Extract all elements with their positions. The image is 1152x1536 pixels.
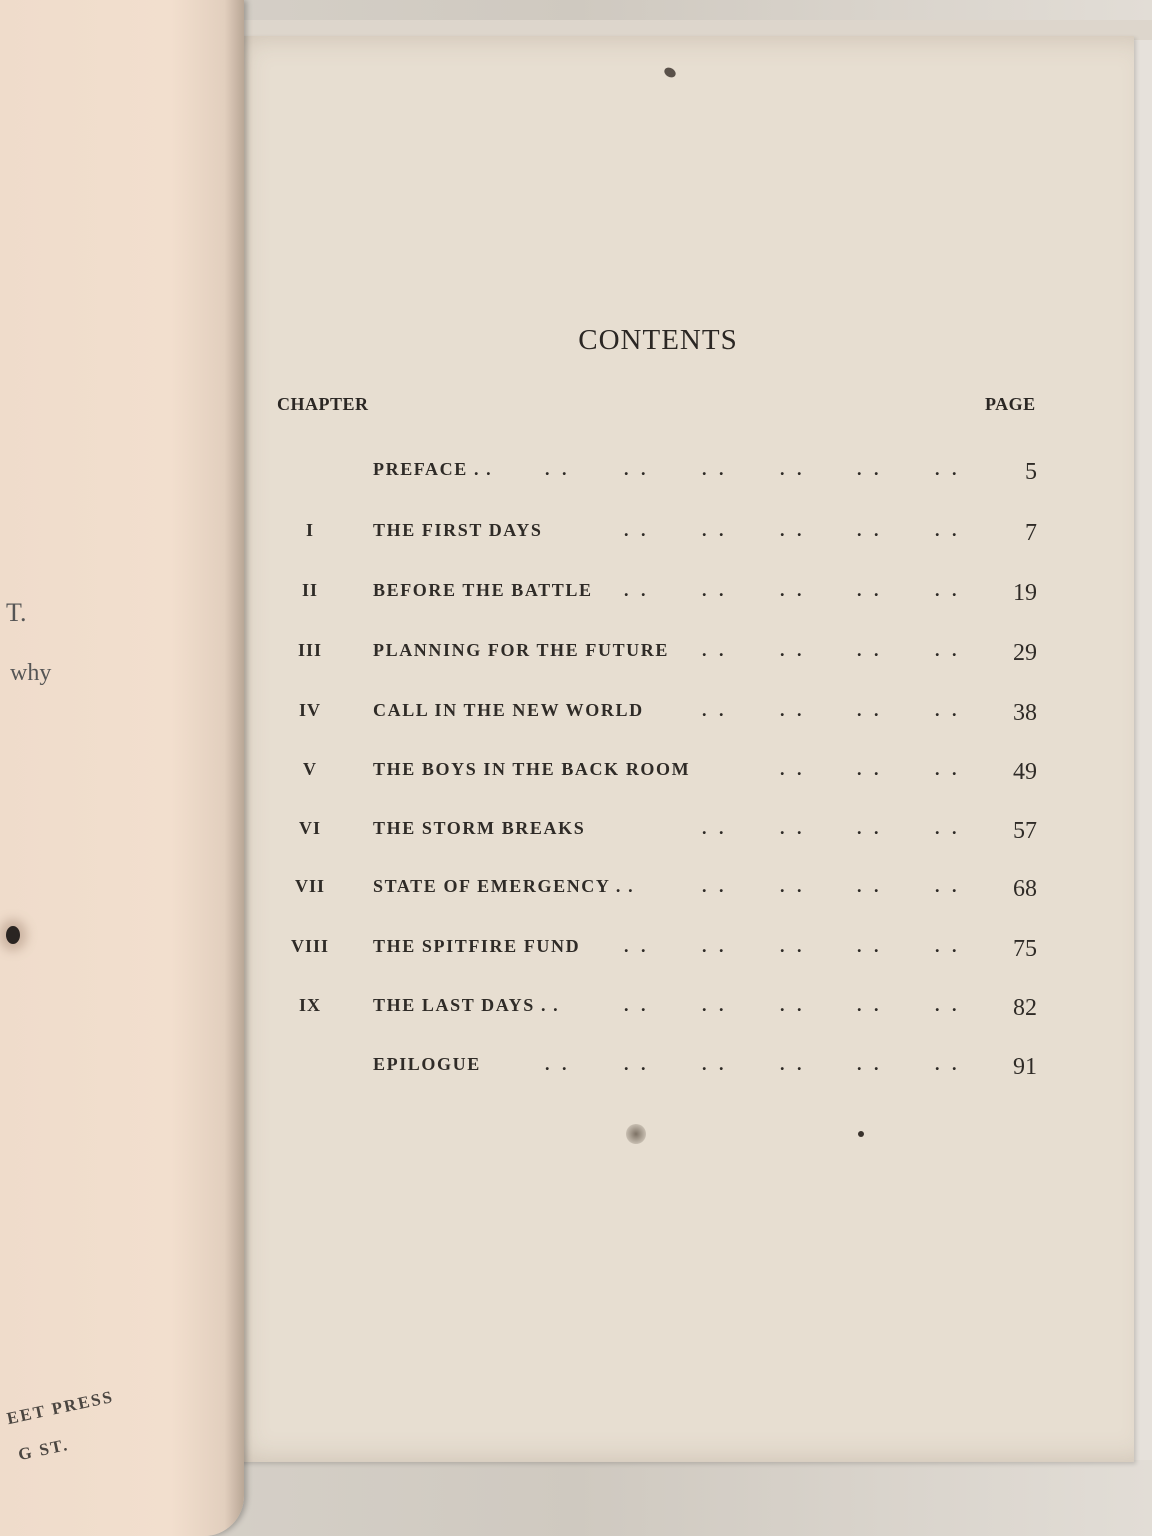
imprint-line: G ST.	[16, 1434, 71, 1465]
dot-leader: . .	[935, 1054, 961, 1074]
toc-entry	[0, 1054, 1152, 1084]
page-number: 19	[1013, 580, 1037, 606]
dot-leader: . .	[935, 818, 961, 838]
chapter-title: PREFACE . .	[373, 459, 493, 479]
dot-leader: . .	[702, 640, 728, 660]
page-number: 91	[1013, 1054, 1037, 1080]
dot-leader: . .	[857, 936, 883, 956]
dot-leader: . .	[857, 818, 883, 838]
chapter-title: THE FIRST DAYS	[373, 520, 543, 540]
chapter-number: VIII	[290, 936, 329, 956]
chapter-title: EPILOGUE	[373, 1054, 481, 1074]
dot-leader: . .	[780, 1054, 806, 1074]
dot-leader: . .	[545, 459, 571, 479]
facing-page-text-fragment: why	[10, 660, 52, 686]
dot-leader: . .	[780, 818, 806, 838]
chapter-number: II	[301, 580, 318, 600]
chapter-number: VII	[294, 876, 325, 896]
page-number: 49	[1013, 759, 1037, 785]
dot-leader: . .	[624, 995, 650, 1015]
dot-leader: . .	[780, 936, 806, 956]
dot-leader: . .	[780, 580, 806, 600]
page-number: 68	[1013, 876, 1037, 902]
toc-entry	[0, 995, 1152, 1025]
page-number: 82	[1013, 995, 1037, 1021]
toc-entry	[0, 818, 1152, 848]
imprint-line: EET PRESS	[5, 1386, 116, 1429]
dot-leader: . .	[624, 1054, 650, 1074]
chapter-number: IX	[298, 995, 321, 1015]
dot-leader: . .	[857, 520, 883, 540]
page-number: 38	[1013, 700, 1037, 726]
chapter-title: BEFORE THE BATTLE	[373, 580, 593, 600]
page-title: CONTENTS	[578, 324, 738, 356]
dot-leader: . .	[624, 936, 650, 956]
chapter-number: IV	[298, 700, 321, 720]
dot-leader: . .	[857, 876, 883, 896]
toc-entry	[0, 876, 1152, 906]
dot-leader: . .	[935, 459, 961, 479]
chapter-title: PLANNING FOR THE FUTURE	[373, 640, 669, 660]
toc-entry	[0, 640, 1152, 670]
dot-leader: . .	[780, 700, 806, 720]
dot-leader: . .	[702, 459, 728, 479]
dot-leader: . .	[624, 580, 650, 600]
dot-leader: . .	[935, 640, 961, 660]
dot-leader: . .	[780, 759, 806, 779]
dot-leader: . .	[857, 759, 883, 779]
toc-entry	[0, 700, 1152, 730]
facing-page-text-fragment: T.	[6, 598, 27, 627]
dot-leader: . .	[935, 580, 961, 600]
chapter-title: THE STORM BREAKS	[373, 818, 586, 838]
dot-leader: . .	[935, 876, 961, 896]
chapter-title: THE LAST DAYS . .	[373, 995, 560, 1015]
chapter-column-header: CHAPTER	[277, 394, 369, 414]
toc-entry	[0, 759, 1152, 789]
dot-leader: . .	[702, 1054, 728, 1074]
dot-leader: . .	[857, 1054, 883, 1074]
page-column-header: PAGE	[985, 394, 1036, 414]
dot-leader: . .	[857, 995, 883, 1015]
dot-leader: . .	[780, 640, 806, 660]
toc-entry	[0, 520, 1152, 550]
chapter-title: STATE OF EMERGENCY . .	[373, 876, 635, 896]
chapter-number: III	[297, 640, 322, 660]
toc-entry	[0, 459, 1152, 489]
chapter-title: THE BOYS IN THE BACK ROOM	[373, 759, 691, 779]
dot-leader: . .	[857, 459, 883, 479]
dot-leader: . .	[545, 1054, 571, 1074]
contents-page	[222, 36, 1134, 1462]
dot-leader: . .	[857, 700, 883, 720]
dot-leader: . .	[780, 520, 806, 540]
dot-leader: . .	[702, 520, 728, 540]
page-number: 75	[1013, 936, 1037, 962]
dot-leader: . .	[702, 995, 728, 1015]
chapter-number: V	[303, 759, 317, 779]
dot-leader: . .	[857, 580, 883, 600]
dot-leader: . .	[702, 876, 728, 896]
dot-leader: . .	[935, 936, 961, 956]
dot-leader: . .	[935, 995, 961, 1015]
chapter-number: I	[305, 520, 314, 540]
chapter-number: VI	[298, 818, 321, 838]
dot-leader: . .	[935, 759, 961, 779]
chapter-title: CALL IN THE NEW WORLD	[373, 700, 644, 720]
dot-leader: . .	[624, 459, 650, 479]
page-number: 5	[1025, 459, 1037, 485]
dot-leader: . .	[624, 520, 650, 540]
dot-leader: . .	[702, 700, 728, 720]
dot-leader: . .	[780, 459, 806, 479]
chapter-title: THE SPITFIRE FUND	[373, 936, 581, 956]
dot-leader: . .	[935, 520, 961, 540]
dot-leader: . .	[780, 995, 806, 1015]
dot-leader: . .	[780, 876, 806, 896]
dot-leader: . .	[935, 700, 961, 720]
paper-stain	[626, 1124, 646, 1144]
dot-leader: . .	[702, 818, 728, 838]
toc-entry	[0, 936, 1152, 966]
dot-leader: . .	[857, 640, 883, 660]
page-number: 57	[1013, 818, 1037, 844]
page-number: 29	[1013, 640, 1037, 666]
page-number: 7	[1025, 520, 1037, 546]
paper-stain	[858, 1131, 864, 1137]
dot-leader: . .	[702, 936, 728, 956]
dot-leader: . .	[702, 580, 728, 600]
toc-entry	[0, 580, 1152, 610]
